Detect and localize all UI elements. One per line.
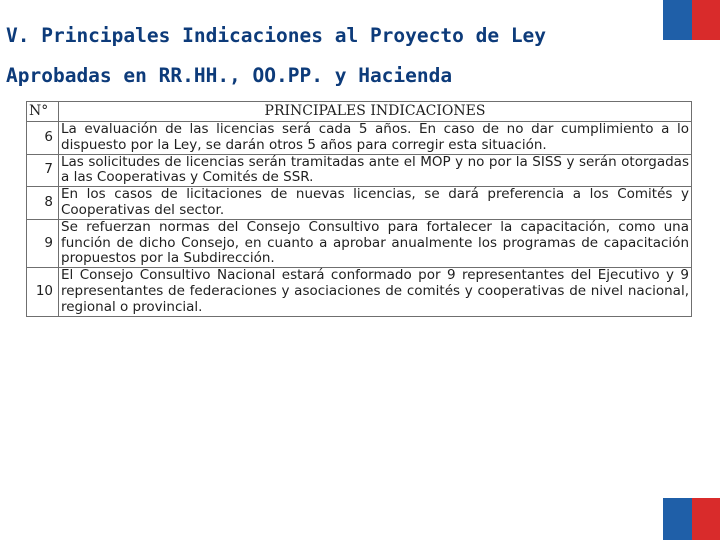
table-header-row: [27, 102, 692, 122]
row-number: 6: [27, 122, 59, 155]
row-number: 10: [27, 268, 59, 316]
table-row: [27, 122, 692, 155]
table-row: [27, 219, 692, 267]
table-row: [27, 187, 692, 220]
row-text: El Consejo Consultivo Nacional estará conformado por 9 representantes del Ejecutivo y 9 representantes de federaciones y asociaciones de comités y cooperativas de nivel nacional, regional o provincial.: [59, 268, 692, 316]
flag-stripe-blue: [663, 0, 692, 40]
row-text: La evaluación de las licencias será cada 5 años. En caso de no dar cumplimiento a lo dispuesto por la Ley, se darán otros 5 años para corregir esta situación.: [59, 122, 692, 155]
table-row: [27, 268, 692, 316]
table-row: [27, 154, 692, 187]
indicaciones-table: [26, 101, 692, 317]
slide-title-line-1: V. Principales Indicaciones al Proyecto de Ley: [6, 24, 547, 47]
flag-stripe-red: [692, 498, 720, 540]
column-header-number: N°: [27, 102, 59, 122]
row-text: Las solicitudes de licencias serán tramitadas ante el MOP y no por la SISS y serán otorgadas a las Cooperativas y Comités de SSR.: [59, 154, 692, 187]
row-number: 9: [27, 219, 59, 267]
row-text: Se refuerzan normas del Consejo Consultivo para fortalecer la capacitación, como una función de dicho Consejo, en cuanto a aprobar anualmente los programas de capacitación propuestos por la Subdirección.: [59, 219, 692, 267]
column-header-indicaciones: PRINCIPALES INDICACIONES: [59, 102, 692, 122]
flag-stripe-blue: [663, 498, 692, 540]
flag-stripe-red: [692, 0, 720, 40]
flag-stripe-top: [663, 0, 720, 40]
row-number: 7: [27, 154, 59, 187]
flag-stripe-bottom: [663, 498, 720, 540]
row-number: 8: [27, 187, 59, 220]
slide-title-line-2: Aprobadas en RR.HH., OO.PP. y Hacienda: [6, 64, 453, 87]
row-text: En los casos de licitaciones de nuevas licencias, se dará preferencia a los Comités y Cooperativas del sector.: [59, 187, 692, 220]
